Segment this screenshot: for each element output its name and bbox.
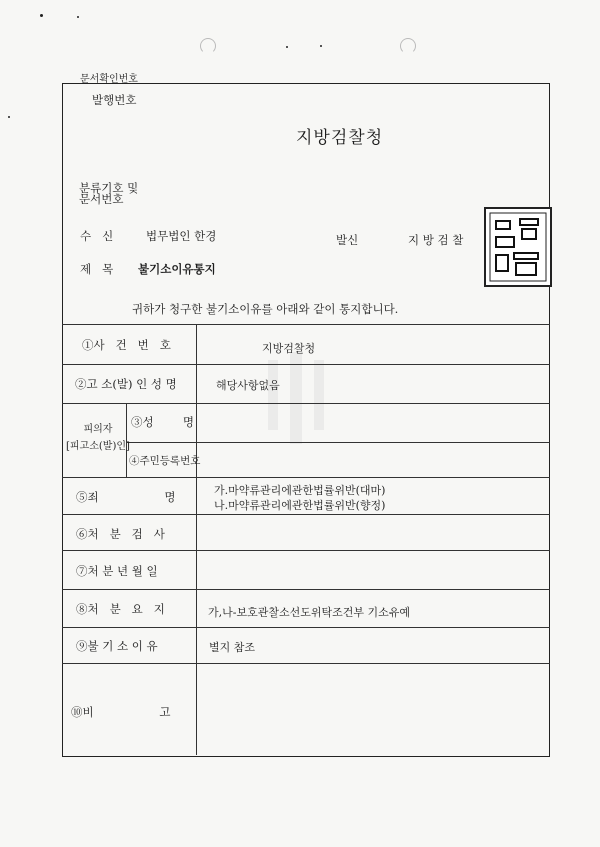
table-column-rule — [196, 324, 197, 755]
row-value-case-no: 지방검찰청 — [262, 342, 316, 355]
recipient-label: 수 신 — [80, 229, 114, 243]
table-rule — [126, 442, 550, 443]
classification-label: 분류기호 및 문서번호 — [79, 181, 139, 206]
watermark — [268, 360, 278, 430]
row-label-case-no: ①사 건 번 호 — [82, 338, 171, 352]
doc-confirm-label: 문서확인번호 — [80, 74, 138, 85]
table-rule — [62, 627, 550, 628]
table-rule — [62, 589, 550, 590]
scan-speck — [77, 16, 79, 18]
row-label-name: ③성 명 — [131, 415, 194, 429]
official-seal-stamp — [484, 207, 552, 287]
row-label-charge: ⑤죄 명 — [76, 490, 176, 504]
subject-label: 제 목 — [80, 262, 114, 276]
issue-no-label: 발행번호 — [92, 93, 137, 107]
sender-value: 지 방 검 찰 — [408, 233, 464, 247]
subject-value: 불기소이유통지 — [138, 262, 216, 276]
row-label-remarks: ⑩비 고 — [71, 705, 171, 719]
row-label-disposition-date: ⑦처 분 년 월 일 — [76, 564, 158, 578]
table-rule — [62, 550, 550, 551]
row-label-disposition-summary: ⑧처 분 요 지 — [76, 602, 165, 616]
suspect-group-label: 피의자 [피고소(발)인] — [66, 424, 130, 452]
punch-hole-mark — [200, 38, 216, 54]
row-label-prosecutor: ⑥처 분 검 사 — [76, 527, 165, 541]
watermark — [314, 360, 324, 430]
table-rule — [62, 403, 550, 404]
row-value-charge: 가.마약류관리에관한법률위반(대마) 나.마약류관리에관한법률위반(향정) — [214, 484, 386, 512]
table-rule — [62, 477, 550, 478]
row-label-resident-no: ④주민등록번호 — [129, 455, 201, 467]
page-title: 지방검찰청 — [296, 128, 384, 148]
row-value-complainant: 해당사항없음 — [216, 379, 280, 392]
recipient-value: 법무법인 한경 — [146, 229, 217, 243]
table-rule — [62, 514, 550, 515]
punch-hole-mark — [400, 38, 416, 54]
scan-speck — [320, 45, 322, 47]
row-value-nonprosecution-reason: 별지 참조 — [209, 641, 256, 654]
row-label-complainant: ②고 소(발) 인 성 명 — [75, 377, 177, 391]
watermark — [290, 352, 302, 444]
scan-speck — [40, 14, 43, 17]
table-rule — [62, 663, 550, 664]
scan-speck — [8, 116, 10, 118]
table-rule — [62, 324, 550, 325]
table-rule — [62, 364, 550, 365]
row-value-disposition-summary: 가,나-보호관찰소선도위탁조건부 기소유예 — [208, 606, 410, 619]
scan-speck — [286, 46, 288, 48]
row-label-nonprosecution-reason: ⑨불 기 소 이 유 — [76, 639, 158, 653]
seal-pattern — [486, 209, 550, 285]
sender-label: 발신 — [336, 233, 359, 247]
notice-text: 귀하가 청구한 불기소이유를 아래와 같이 통지합니다. — [132, 302, 399, 316]
